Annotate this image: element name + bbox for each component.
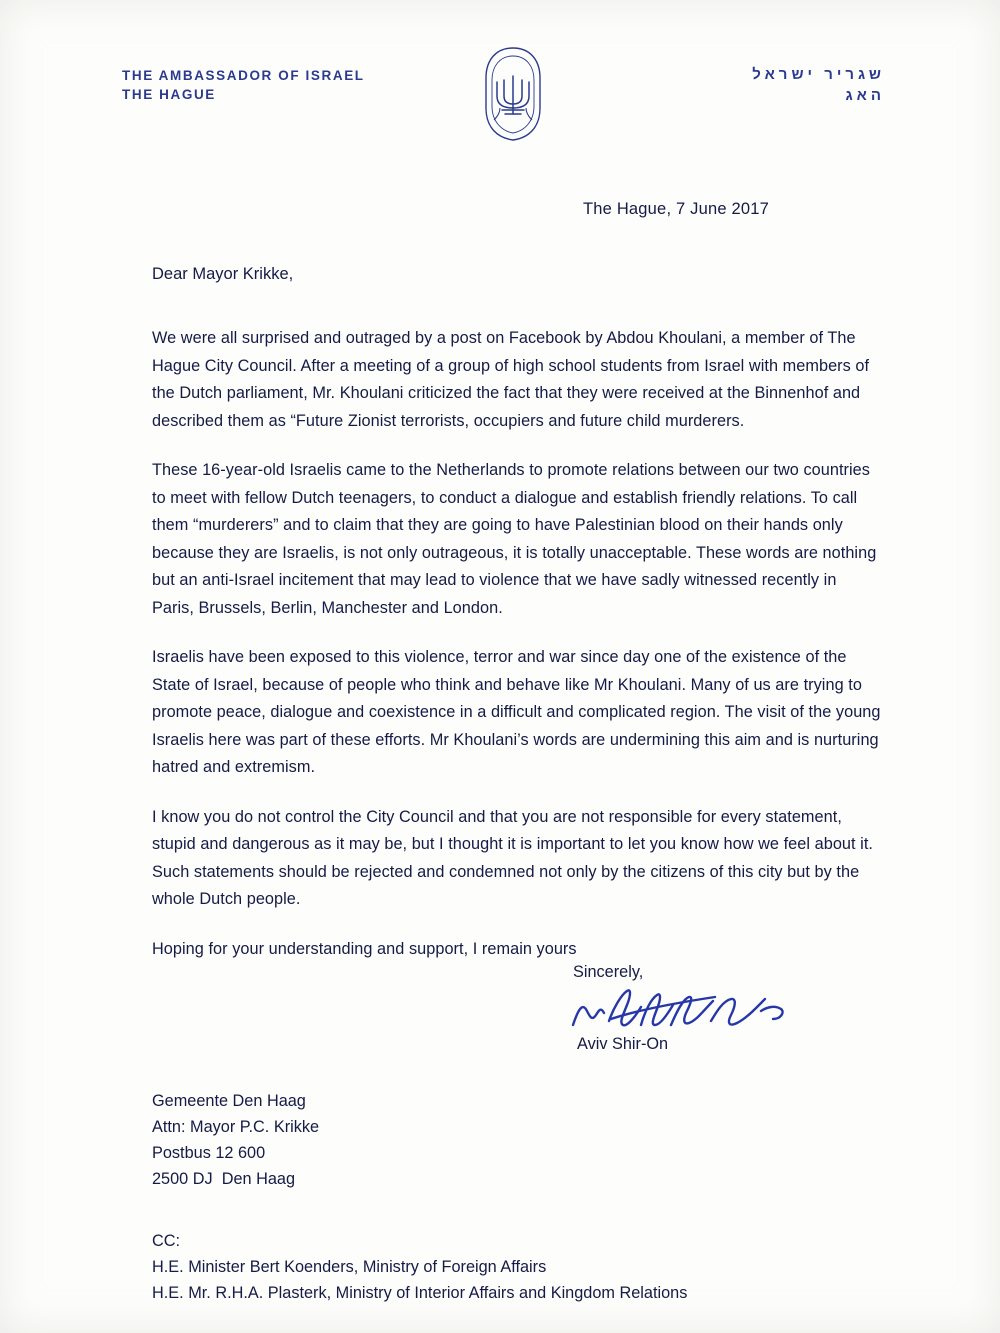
letter-date: The Hague, 7 June 2017 bbox=[583, 200, 770, 218]
cc-block bbox=[152, 1228, 687, 1306]
letterhead bbox=[0, 58, 1000, 158]
signature-sincerely: Sincerely, bbox=[573, 963, 644, 981]
recipient-line-2: Attn: Mayor P.C. Krikke bbox=[152, 1118, 320, 1136]
signature-block bbox=[565, 963, 895, 1053]
letter-salutation: Dear Mayor Krikke, bbox=[152, 265, 294, 283]
recipient-line-4: 2500 DJ Den Haag bbox=[152, 1170, 296, 1188]
letterhead-hebrew-line1: שגריר ישראל bbox=[752, 66, 885, 83]
cc-entry-2: H.E. Mr. R.H.A. Plasterk, Ministry of Interior Affairs and Kingdom Relations bbox=[152, 1284, 688, 1302]
letter-paragraph-3: Israelis have been exposed to this violence, terror and war since day one of the existence of the State of Israel, because of people who think and behave like Mr Khoulani. Many of us are trying to promote peace, dialogue and coexistence in a difficult and complicated region. The visit of the young Israelis here was part of these efforts. Mr Khoulani’s words are undermining this aim and is nurturing hatred and extremism. bbox=[152, 648, 881, 776]
recipient-line-1: Gemeente Den Haag bbox=[152, 1092, 306, 1110]
letterhead-english-line1: THE AMBASSADOR OF ISRAEL bbox=[122, 68, 365, 83]
recipient-line-3: Postbus 12 600 bbox=[152, 1144, 266, 1162]
cc-entry-1: H.E. Minister Bert Koenders, Ministry of Foreign Affairs bbox=[152, 1258, 547, 1276]
letter-closing-line: Hoping for your understanding and support, I remain yours bbox=[152, 939, 577, 958]
letter-paragraph-4: I know you do not control the City Council and that you are not responsible for every statement, stupid and dangerous as it may be, but I thought it is important to let you know how we feel about it. Such statements should be rejected and condemned not only by the citizens of this city but by the whole Dutch people. bbox=[152, 807, 873, 908]
israel-state-emblem-icon bbox=[478, 46, 548, 142]
recipient-address bbox=[152, 1088, 319, 1192]
letterhead-hebrew-title bbox=[752, 64, 885, 106]
handwritten-signature bbox=[565, 981, 805, 1041]
letterhead-english-title bbox=[122, 66, 365, 104]
letter-paragraph-1: We were all surprised and outraged by a post on Facebook by Abdou Khoulani, a member of The Hague City Council. After a meeting of a group of high school students from Israel with members of the Dutch parliament, Mr. Khoulani criticized the fact that they were received at the Binnenhof and described them as “Future Zionist terrorists, occupiers and future child murderers. bbox=[152, 329, 870, 430]
letter-paragraph-2: These 16-year-old Israelis came to the Netherlands to promote relations between our two countries to meet with fellow Dutch teenagers, to conduct a dialogue and establish friendly relations. To call them “murderers” and to claim that they are going to have Palestinian blood on their hands only because they are Israelis, is not only outrageous, it is totally unacceptable. These words are nothing but an anti-Israel incitement that may lead to violence that we have sadly witnessed recently in Paris, Brussels, Berlin, Manchester and London. bbox=[152, 461, 877, 617]
signature-name: Aviv Shir-On bbox=[577, 1035, 669, 1053]
cc-label: CC: bbox=[152, 1232, 181, 1250]
letterhead-english-line2: THE HAGUE bbox=[122, 87, 216, 102]
letterhead-hebrew-line2: האג bbox=[845, 87, 885, 104]
letter-body bbox=[152, 325, 882, 985]
